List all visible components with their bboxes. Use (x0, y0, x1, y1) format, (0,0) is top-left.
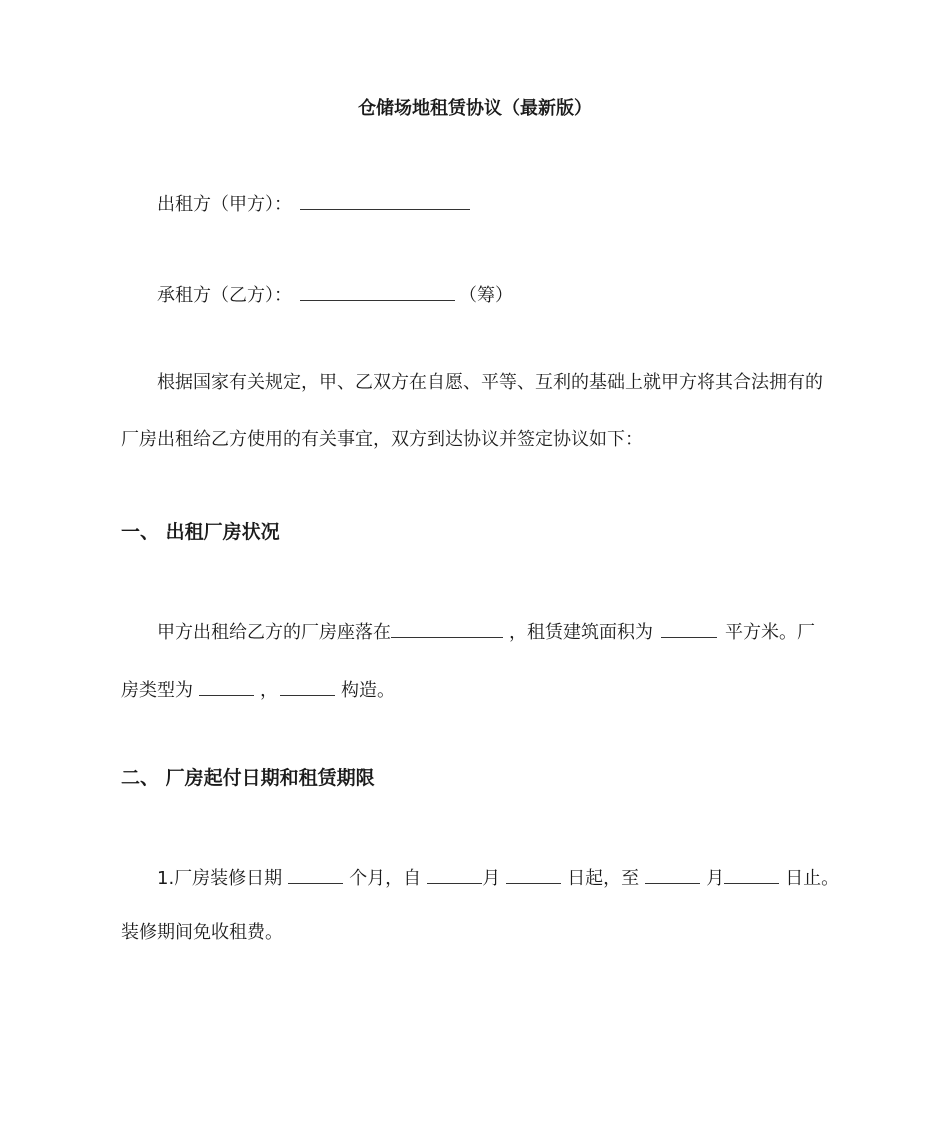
s1-text-a: 甲方出租给乙方的厂房座落在 (157, 622, 391, 643)
intro-line-1: 根据国家有关规定，甲、乙双方在自愿、平等、互利的基础上就甲方将其合法拥有的 (157, 372, 823, 393)
lessee-blank (300, 280, 455, 301)
lessor-label: 出租方（甲方）： (157, 194, 292, 215)
end-day-blank (724, 863, 779, 884)
s2-text-a: 1.厂房装修日期 (157, 868, 283, 889)
start-day-blank (506, 863, 561, 884)
section-1-paragraph-line-2 (121, 675, 395, 703)
s2-text-f: 日止。 (785, 868, 840, 889)
s2-text-c: 月 (482, 868, 501, 889)
s2-text-b: 个月，自 (349, 868, 422, 889)
s1-text-f: 构造。 (341, 680, 395, 701)
end-month-blank (645, 863, 700, 884)
type-blank (199, 675, 254, 696)
s2-text-d: 日起，至 (567, 868, 640, 889)
intro-line-2: 厂房出租给乙方使用的有关事宜，双方到达协议并签定协议如下： (121, 429, 643, 450)
section-1-heading: 一、 出租厂房状况 (121, 521, 280, 543)
lessee-label: 承租方（乙方）： (157, 285, 292, 306)
structure-blank (280, 675, 335, 696)
s1-text-c: 平方米。厂 (725, 622, 815, 643)
months-blank (288, 863, 343, 884)
section-2-paragraph-line-2: 装修期间免收租费。 (121, 922, 283, 943)
section-1-paragraph-line-1 (157, 617, 815, 645)
lessee-line (157, 280, 513, 308)
location-blank (391, 617, 503, 638)
lessee-suffix: （筹） (459, 285, 513, 306)
s1-text-d: 房类型为 (121, 680, 193, 701)
lessor-line (157, 189, 470, 217)
s2-text-e: 月 (706, 868, 725, 889)
section-2-paragraph-line-1 (157, 863, 839, 891)
lessor-blank (300, 189, 470, 210)
start-month-blank (427, 863, 482, 884)
section-2-heading: 二、 厂房起付日期和租赁期限 (121, 767, 375, 789)
document-title: 仓储场地租赁协议（最新版） (358, 98, 592, 119)
s1-text-e: ， (260, 680, 278, 701)
area-blank (661, 617, 717, 638)
s1-text-b: ，租赁建筑面积为 (509, 622, 653, 643)
